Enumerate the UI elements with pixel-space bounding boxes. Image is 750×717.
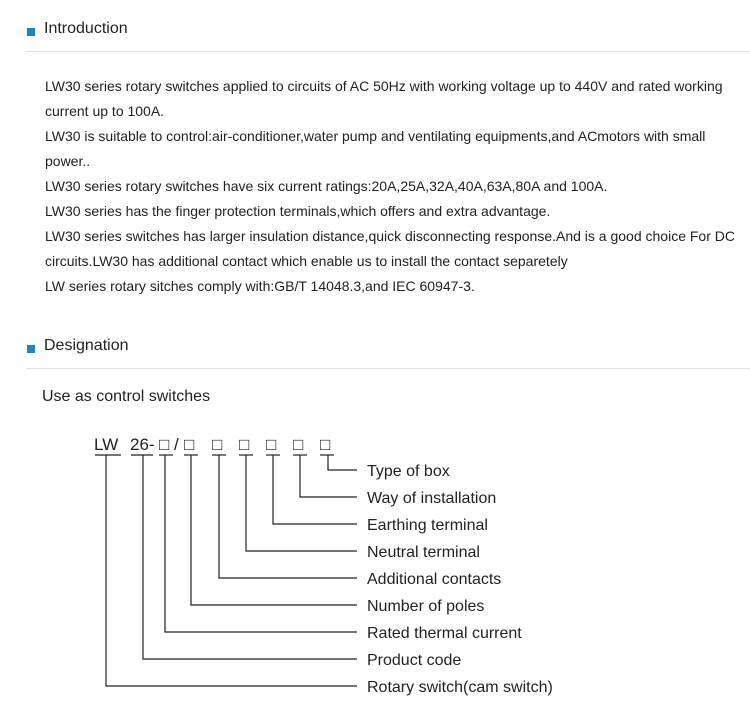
introduction-title: Introduction	[44, 20, 128, 37]
label-number-of-poles: Number of poles	[367, 598, 485, 615]
code-slot: □	[320, 435, 331, 454]
intro-paragraph: LW30 is suitable to control:air-conditioner,water pump and ventilating equipments,and ACmotors with small power..	[45, 128, 706, 169]
code-number: 26-	[130, 435, 155, 454]
label-rated-thermal-current: Rated thermal current	[367, 625, 522, 642]
designation-subtitle: Use as control switches	[42, 388, 211, 405]
code-slot: □	[266, 435, 277, 454]
label-neutral-terminal: Neutral terminal	[367, 544, 480, 561]
leader-line	[106, 455, 357, 686]
label-rotary-switch: Rotary switch(cam switch)	[367, 679, 553, 696]
leader-line	[191, 455, 357, 605]
leader-line	[219, 455, 357, 578]
intro-paragraph: LW30 series has the finger protection terminals,which offers and extra advantage.	[45, 203, 551, 219]
intro-paragraph: LW30 series switches has larger insulation distance,quick disconnecting response.And is a good choice For DC circuits.LW30 has additional contact which enable us to install the contact separetely	[45, 228, 735, 269]
label-additional-contacts: Additional contacts	[367, 571, 502, 588]
intro-paragraph: LW30 series rotary switches have six current ratings:20A,25A,32A,40A,63A,80A and 100A.	[45, 178, 608, 194]
designation-title: Designation	[44, 337, 129, 354]
code-prefix: LW	[94, 435, 119, 454]
intro-paragraph: LW series rotary sitches comply with:GB/T 14048.3,and IEC 60947-3.	[45, 278, 475, 294]
code-slot: □	[159, 435, 170, 454]
leader-line	[328, 455, 357, 470]
intro-paragraph: LW30 series rotary switches applied to circuits of AC 50Hz with working voltage up to 440V and rated working current up to 100A.	[45, 78, 723, 119]
code-slash: /	[174, 435, 179, 454]
code-slot: □	[184, 435, 195, 454]
label-way-of-installation: Way of installation	[367, 490, 497, 507]
label-earthing-terminal: Earthing terminal	[367, 517, 488, 534]
leader-line	[143, 455, 357, 659]
leader-line	[273, 455, 357, 524]
label-product-code: Product code	[367, 652, 462, 669]
code-slot: □	[212, 435, 223, 454]
code-slot: □	[293, 435, 304, 454]
code-slot: □	[239, 435, 250, 454]
label-type-of-box: Type of box	[367, 463, 450, 480]
